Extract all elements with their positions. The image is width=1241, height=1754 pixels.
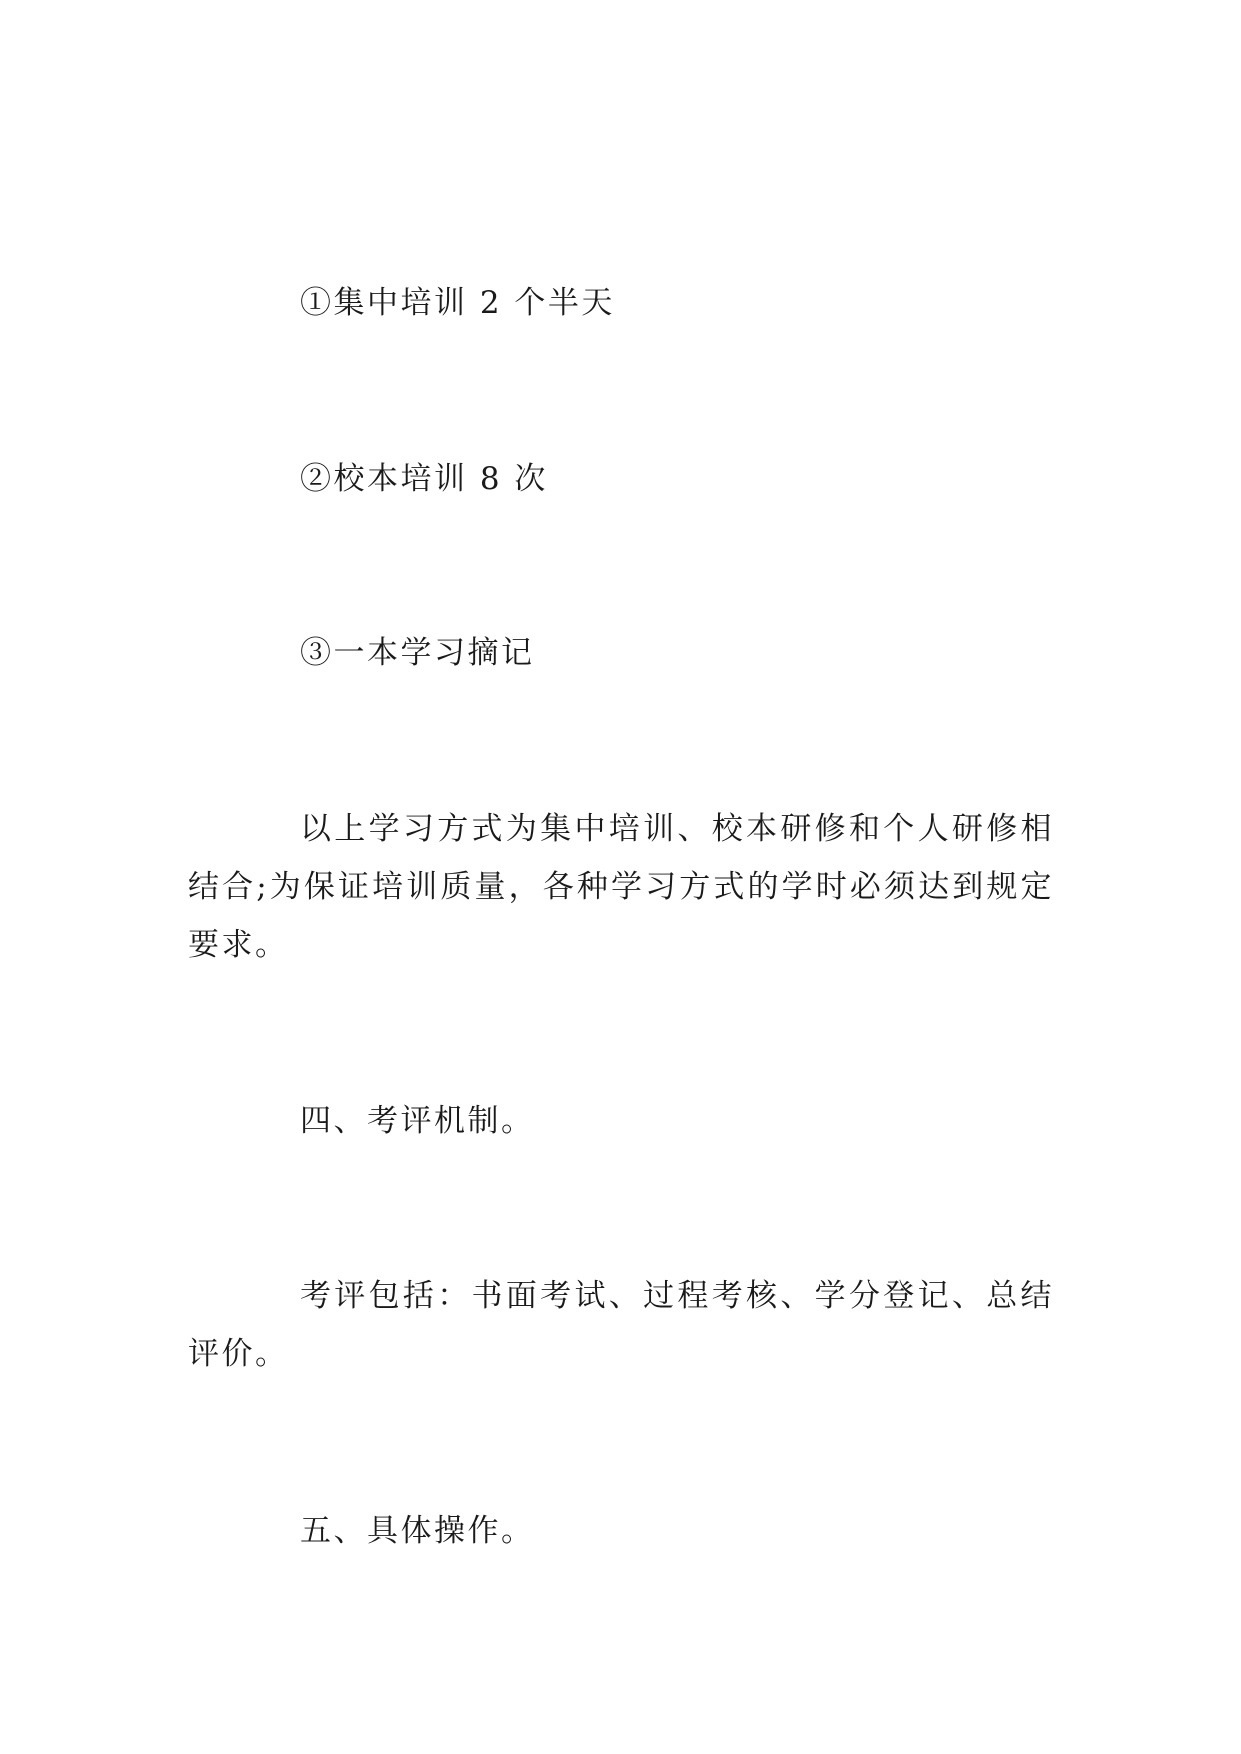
list-item-centralized-training: ①集中培训 2 个半天: [300, 285, 615, 321]
section-heading-evaluation: 四、考评机制。: [300, 1103, 535, 1139]
list-item-school-training: ②校本培训 8 次: [300, 461, 548, 497]
list-item-study-notes: ③一本学习摘记: [300, 635, 535, 671]
body-paragraph-evaluation: 考评包括：书面考试、过程考核、学分登记、总结评价。: [188, 1278, 1054, 1372]
section-heading-operations: 五、具体操作。: [300, 1513, 535, 1549]
body-paragraph-learning-methods: 以上学习方式为集中培训、校本研修和个人研修相结合;为保证培训质量，各种学习方式的学时必须达到规定要求。: [188, 811, 1054, 963]
